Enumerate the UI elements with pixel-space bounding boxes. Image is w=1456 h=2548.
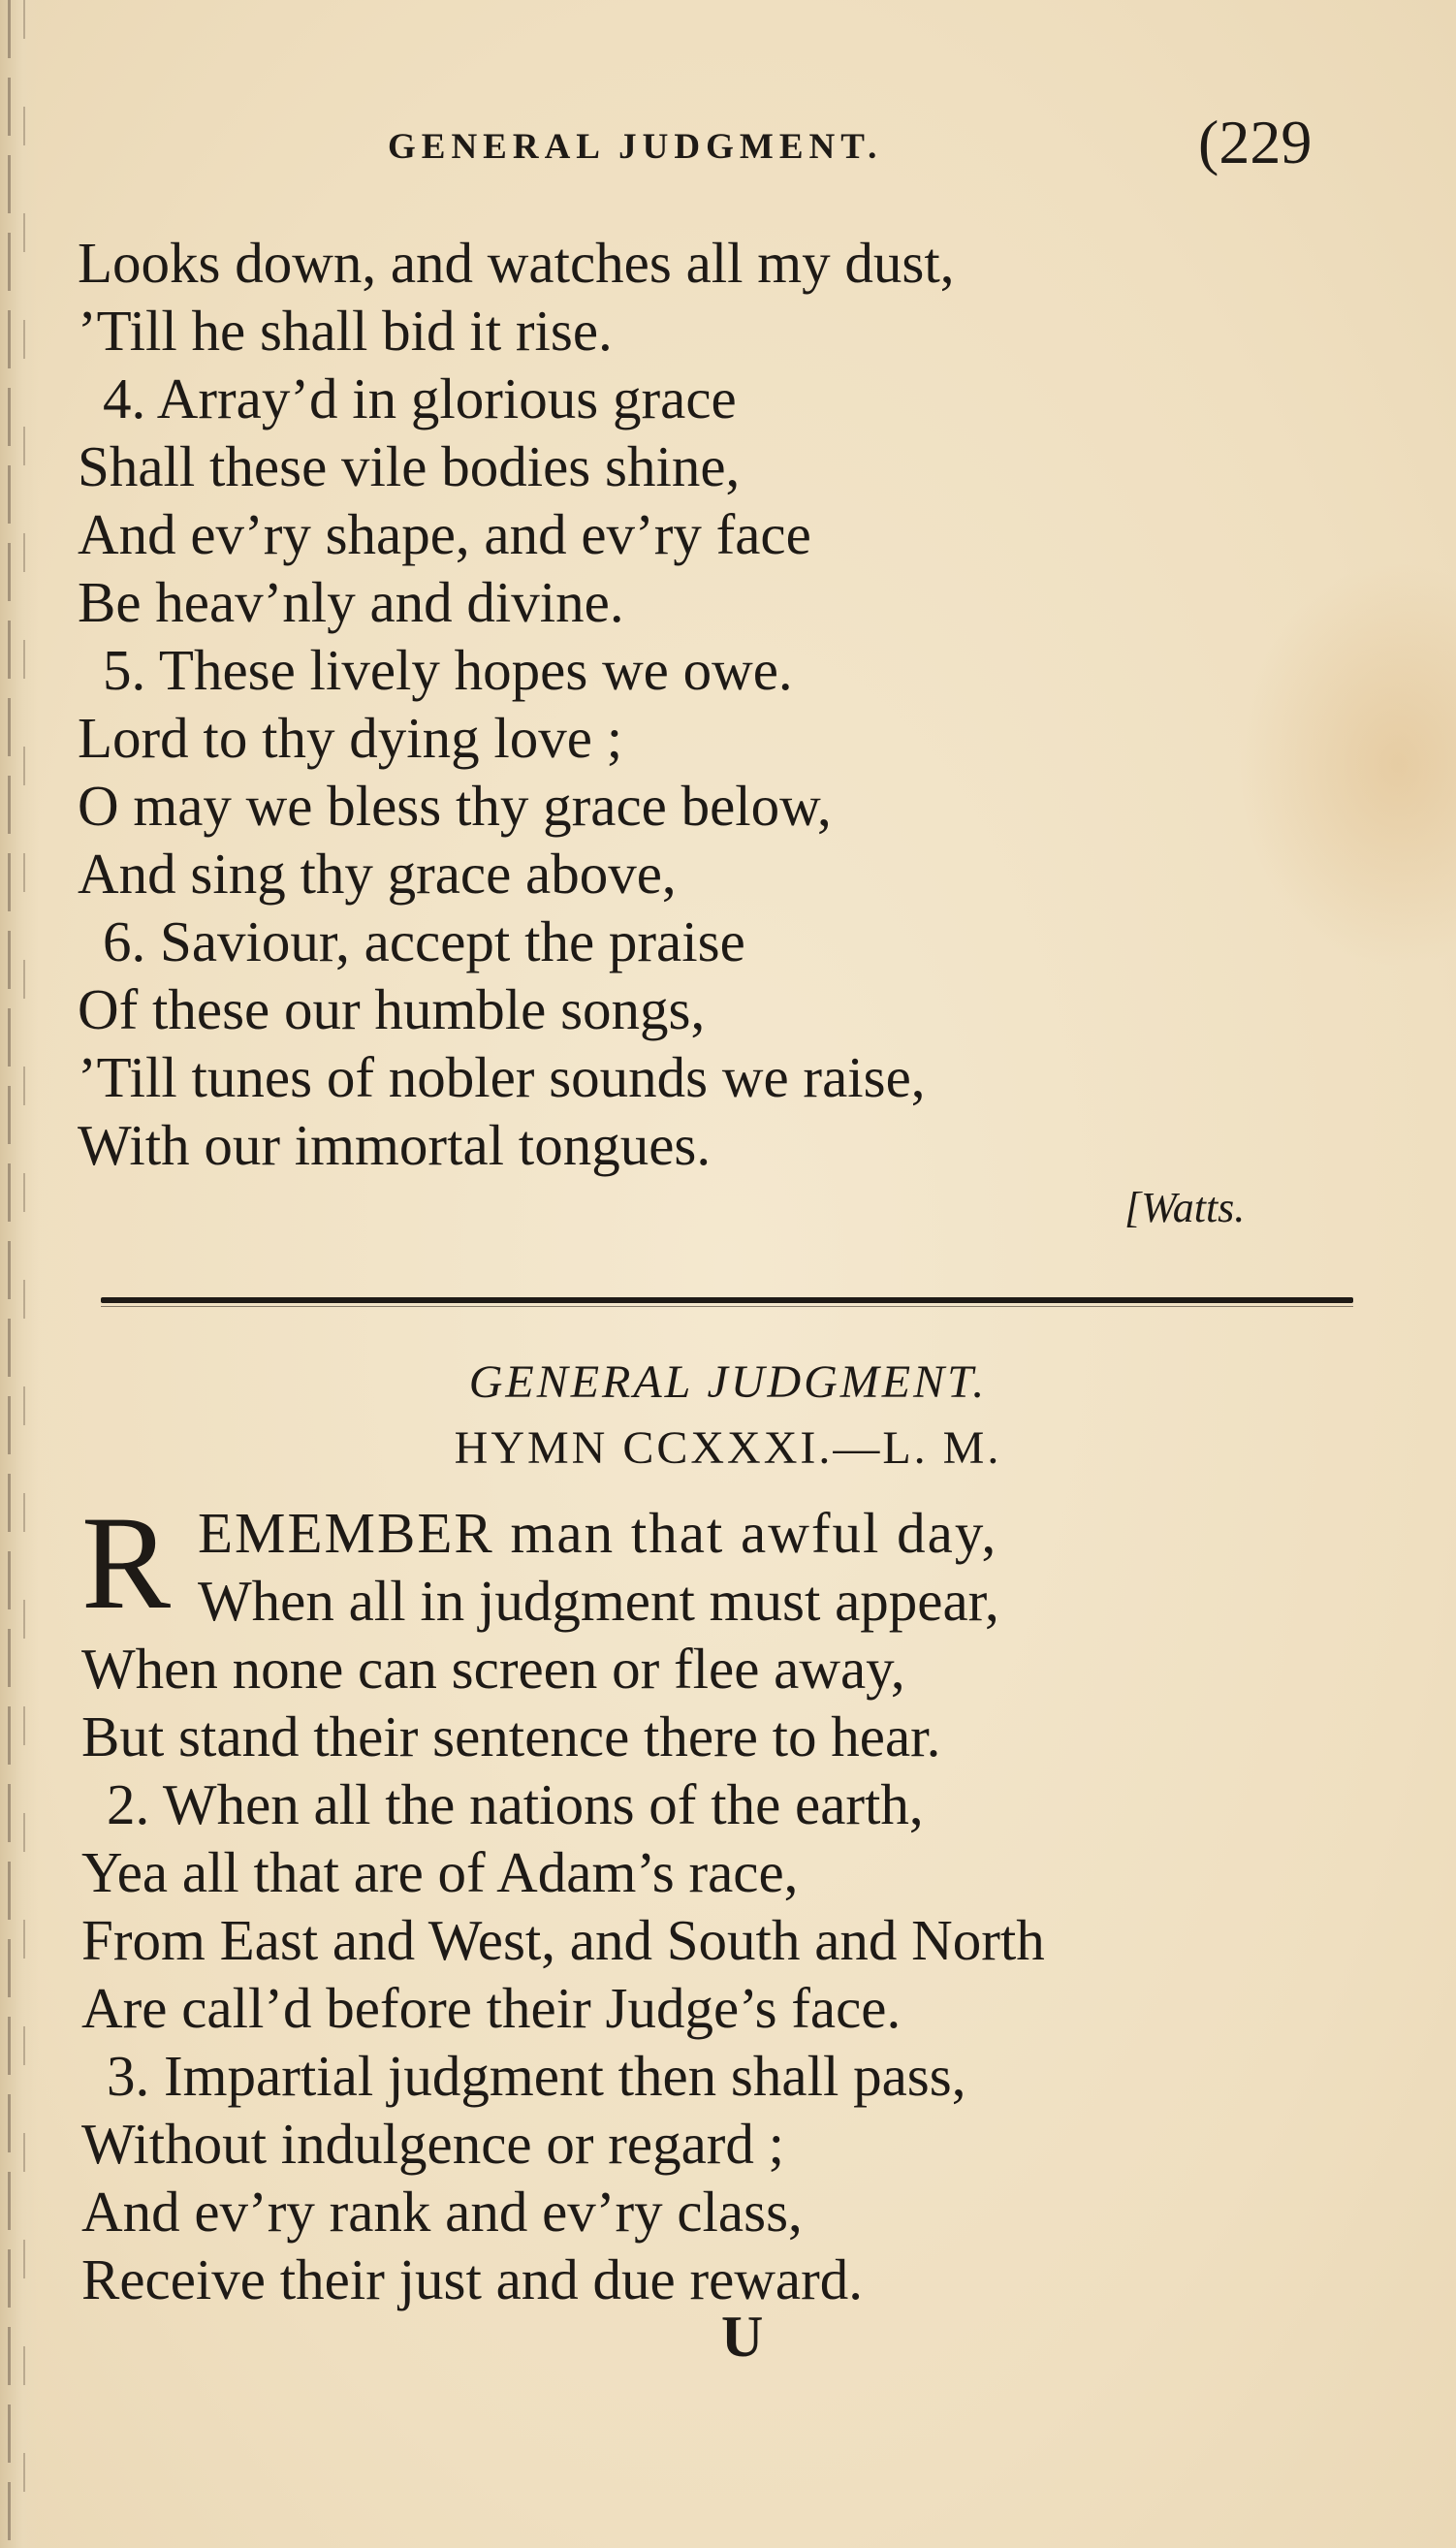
hymn-number: HYMN CCXXXI.—L. M. xyxy=(454,1422,1002,1474)
drop-cap: R xyxy=(81,1488,172,1637)
drop-cap-lines xyxy=(198,1499,999,1635)
verse-line: Lord to thy dying love ; xyxy=(78,706,623,770)
signature-mark: U xyxy=(721,2305,764,2369)
running-title: GENERAL JUDGMENT. xyxy=(388,127,883,167)
binding-edge-line xyxy=(8,0,11,2548)
binding-edge-line xyxy=(23,0,25,2548)
verse-line: And sing thy grace above, xyxy=(78,842,677,906)
section-divider xyxy=(101,1297,1353,1303)
verse-line: When none can screen or flee away, xyxy=(81,1637,905,1701)
verse-lines xyxy=(81,1635,1045,2313)
verse-line: 6. Saviour, accept the praise xyxy=(103,909,745,973)
page-gutter xyxy=(0,0,39,2548)
hymn-title: GENERAL JUDGMENT. xyxy=(468,1356,988,1408)
verse-line: 3. Impartial judgment then shall pass, xyxy=(107,2044,966,2108)
verse-line: And ev’ry shape, and ev’ry face xyxy=(78,502,811,566)
verse-line: And ev’ry rank and ev’ry class, xyxy=(81,2180,803,2244)
running-head xyxy=(0,108,1456,182)
verse-line: O may we bless thy grace below, xyxy=(78,774,832,838)
verse-line: But stand their sentence there to hear. xyxy=(81,1704,941,1768)
previous-hymn-verses xyxy=(78,229,1396,1179)
verse-line: Looks down, and watches all my dust, xyxy=(78,231,955,295)
verse-line: Shall these vile bodies shine, xyxy=(78,434,741,498)
page-number: (229 xyxy=(1198,108,1313,176)
verse-line: Receive their just and due reward. xyxy=(81,2247,864,2311)
verse-line: From East and West, and South and North xyxy=(81,1908,1045,1972)
verse-line: EMEMBER man that awful day, xyxy=(198,1501,998,1565)
verse-line: When all in judgment must appear, xyxy=(198,1569,999,1633)
verse-line: Yea all that are of Adam’s race, xyxy=(81,1840,799,1904)
verse-line: With our immortal tongues. xyxy=(78,1113,712,1177)
verse-line: ’Till tunes of nobler sounds we raise, xyxy=(78,1045,926,1109)
verse-line: Be heav’nly and divine. xyxy=(78,570,624,634)
verse-line: Without indulgence or regard ; xyxy=(81,2112,785,2176)
verse-line: Are call’d before their Judge’s face. xyxy=(81,1976,902,2040)
verse-line: 4. Array’d in glorious grace xyxy=(103,366,737,430)
verse-line: 2. When all the nations of the earth, xyxy=(107,1772,924,1836)
verse-line: Of these our humble songs, xyxy=(78,977,706,1041)
verse-line: 5. These lively hopes we owe. xyxy=(103,638,793,702)
author-attribution: [Watts. xyxy=(1124,1184,1246,1231)
verse-line: ’Till he shall bid it rise. xyxy=(78,299,613,363)
section-divider-thin xyxy=(101,1306,1353,1307)
